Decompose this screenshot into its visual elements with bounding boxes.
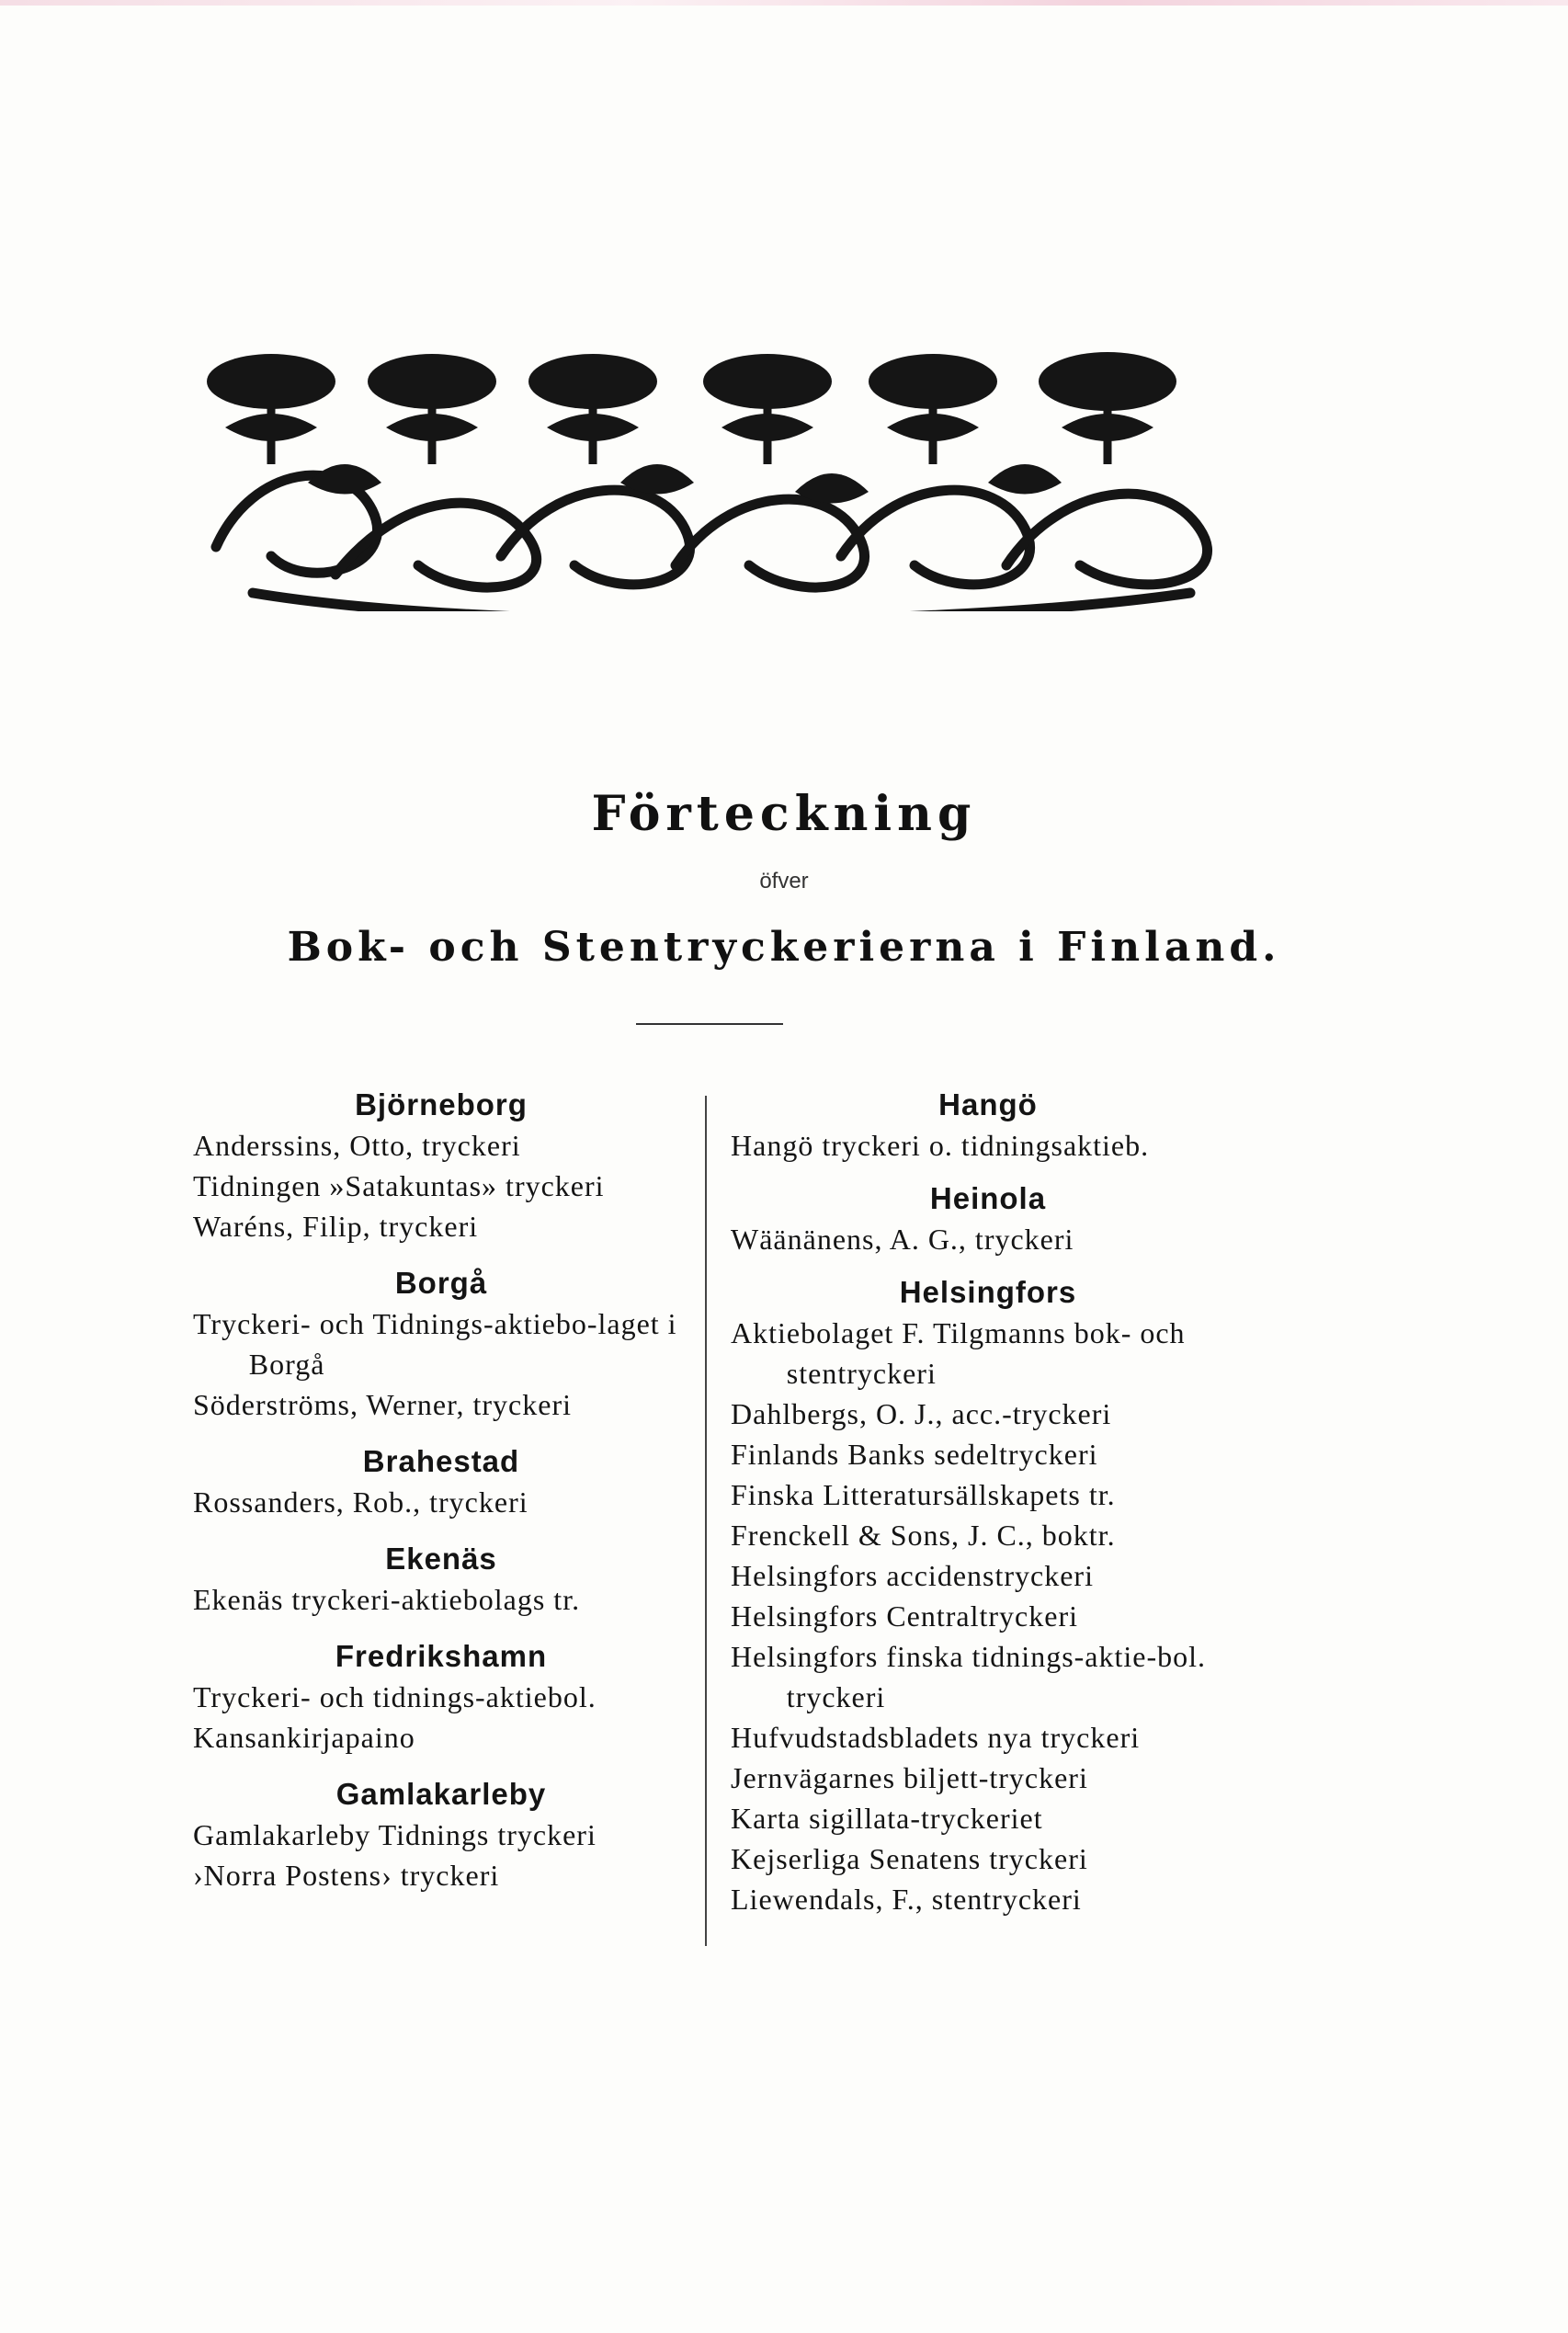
town-group (731, 1272, 1245, 1919)
town-group (193, 1085, 689, 1246)
town-heading: Ekenäs (385, 1542, 497, 1576)
list-item: Finlands Banks sedeltryckeri (731, 1438, 1098, 1471)
town-heading: Hangö (938, 1087, 1038, 1121)
list-item: Wäänänens, A. G., tryckeri (731, 1223, 1074, 1256)
page-title: Förteckning (591, 786, 977, 842)
list-item: Jernvägarnes biljett-tryckeri (731, 1761, 1088, 1794)
list-item: Kansankirjapaino (193, 1721, 415, 1754)
list-item: Helsingfors Centraltryckeri (731, 1599, 1078, 1633)
left-column (193, 1085, 689, 1912)
right-column (731, 1085, 1245, 1932)
list-item: Rossanders, Rob., tryckeri (193, 1485, 528, 1519)
page-subject-heading: Bok- och Stentryckerierna i Finland. (287, 924, 1281, 971)
list-item: Söderströms, Werner, tryckeri (193, 1388, 572, 1421)
town-heading: Fredrikshamn (335, 1639, 548, 1673)
page-edge-tint (0, 0, 1568, 6)
town-heading: Helsingfors (899, 1275, 1077, 1309)
list-item: Ekenäs tryckeri-aktiebolags tr. (193, 1583, 581, 1616)
list-item: Dahlbergs, O. J., acc.-tryckeri (731, 1397, 1112, 1430)
list-item: ›Norra Postens› tryckeri (193, 1859, 500, 1892)
list-item: Kejserliga Senatens tryckeri (731, 1842, 1088, 1875)
town-heading: Gamlakarleby (335, 1777, 547, 1811)
town-group (193, 1539, 689, 1620)
town-heading: Brahestad (362, 1444, 520, 1478)
list-item: Gamlakarleby Tidnings tryckeri (193, 1818, 597, 1851)
list-item: Tryckeri- och Tidnings-aktiebo-laget i Borgå (193, 1307, 677, 1381)
list-item: Frenckell & Sons, J. C., boktr. (731, 1519, 1116, 1552)
page-subtitle: öfver (759, 869, 809, 893)
list-item: Finska Litteratursällskapets tr. (731, 1478, 1116, 1511)
town-group (731, 1178, 1245, 1259)
town-heading: Borgå (394, 1266, 488, 1300)
town-group (193, 1774, 689, 1895)
town-group (193, 1263, 689, 1425)
town-heading: Heinola (929, 1181, 1047, 1215)
column-divider (705, 1096, 707, 1946)
list-item: Liewendals, F., stentryckeri (731, 1883, 1082, 1916)
list-item: Helsingfors accidenstryckeri (731, 1559, 1094, 1592)
floral-ornament-banner (198, 326, 1222, 611)
list-item: Tidningen »Satakuntas» tryckeri (193, 1169, 605, 1202)
list-item: Helsingfors finska tidnings-aktie-bol. tryckeri (731, 1640, 1207, 1713)
town-group (193, 1636, 689, 1758)
town-heading: Björneborg (355, 1087, 528, 1121)
list-item: Tryckeri- och tidnings-aktiebol. (193, 1680, 597, 1713)
list-item: Anderssins, Otto, tryckeri (193, 1129, 521, 1162)
list-item: Karta sigillata-tryckeriet (731, 1802, 1043, 1835)
list-item: Hufvudstadsbladets nya tryckeri (731, 1721, 1141, 1754)
list-item: Hangö tryckeri o. tidningsaktieb. (731, 1129, 1150, 1162)
town-group (193, 1441, 689, 1522)
heading-divider (636, 1023, 783, 1025)
list-item: Waréns, Filip, tryckeri (193, 1210, 479, 1243)
list-item: Aktiebolaget F. Tilgmanns bok- och stentryckeri (731, 1316, 1186, 1390)
town-group (731, 1085, 1245, 1166)
